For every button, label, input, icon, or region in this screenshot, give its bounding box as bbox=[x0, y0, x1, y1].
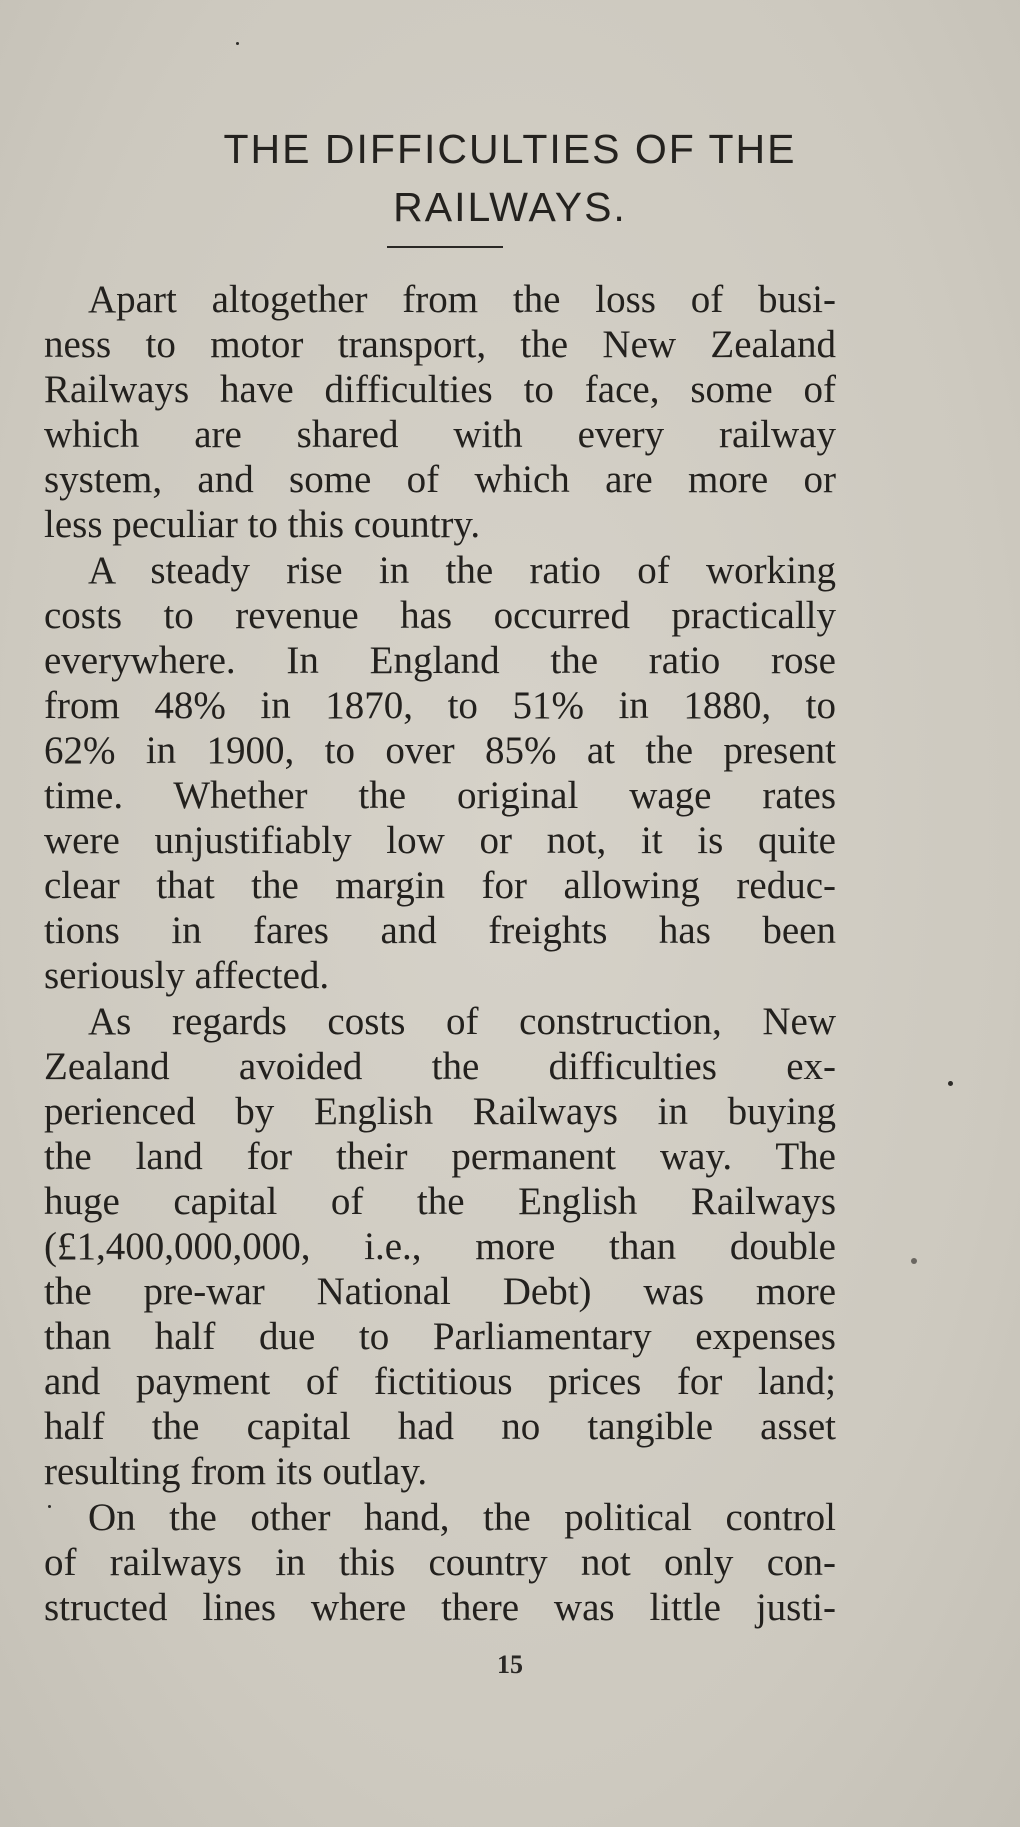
text-line: Apart altogether from the loss of busi- bbox=[88, 278, 836, 321]
text-line: huge capital of the English Railways bbox=[44, 1179, 836, 1223]
paragraph-1 bbox=[44, 277, 836, 548]
text-line: and payment of fictitious prices for land; bbox=[44, 1360, 836, 1404]
text-line: ness to motor transport, the New Zealand bbox=[44, 323, 836, 367]
text-line: less peculiar to this country. bbox=[44, 503, 481, 547]
text-line: As regards costs of construction, New bbox=[88, 999, 836, 1043]
paper-speck bbox=[911, 1258, 917, 1264]
text-line: A steady rise in the ratio of working bbox=[88, 548, 836, 592]
text-line: On the other hand, the political control bbox=[88, 1495, 836, 1539]
chapter-title-line-2: RAILWAYS. bbox=[393, 184, 627, 230]
paragraph-2 bbox=[44, 548, 836, 999]
paper-speck bbox=[948, 1081, 953, 1086]
text-line: half the capital had no tangible asset bbox=[44, 1405, 836, 1449]
text-line: Railways have difficulties to face, some of bbox=[44, 368, 836, 412]
text-line: (£1,400,000,000, i.e., more than double bbox=[44, 1224, 836, 1268]
text-line: time. Whether the original wage rates bbox=[44, 774, 836, 818]
text-line: perienced by English Railways in buying bbox=[44, 1089, 836, 1133]
text-line: everywhere. In England the ratio rose bbox=[44, 638, 836, 682]
text-line: the land for their permanent way. The bbox=[44, 1134, 836, 1178]
text-line: were unjustifiably low or not, it is quite bbox=[44, 819, 836, 863]
paper-speck bbox=[48, 1505, 51, 1508]
chapter-title bbox=[0, 120, 1020, 236]
text-line: of railways in this country not only con- bbox=[44, 1540, 836, 1584]
paragraph-4 bbox=[44, 1495, 836, 1630]
paragraph-3 bbox=[44, 999, 836, 1495]
text-line: the pre-war National Debt) was more bbox=[44, 1270, 836, 1314]
text-line: system, and some of which are more or bbox=[44, 458, 836, 502]
text-line: than half due to Parliamentary expenses bbox=[44, 1315, 836, 1359]
text-line: 62% in 1900, to over 85% at the present bbox=[44, 728, 836, 772]
text-line: Zealand avoided the difficulties ex- bbox=[44, 1044, 836, 1088]
text-line: structed lines where there was little justi- bbox=[44, 1585, 836, 1629]
paper-speck bbox=[236, 42, 239, 45]
page-number: 15 bbox=[497, 1650, 523, 1679]
text-line: costs to revenue has occurred practically bbox=[44, 593, 836, 637]
chapter-title-line-1: THE DIFFICULTIES OF THE bbox=[223, 126, 797, 172]
text-line: from 48% in 1870, to 51% in 1880, to bbox=[44, 683, 836, 727]
text-line: tions in fares and freights has been bbox=[44, 909, 836, 953]
text-line: which are shared with every railway bbox=[44, 413, 836, 457]
text-line: resulting from its outlay. bbox=[44, 1450, 428, 1494]
text-line: clear that the margin for allowing reduc- bbox=[44, 864, 836, 908]
text-line: seriously affected. bbox=[44, 954, 330, 998]
body-text bbox=[44, 277, 836, 1630]
title-divider bbox=[387, 246, 503, 248]
